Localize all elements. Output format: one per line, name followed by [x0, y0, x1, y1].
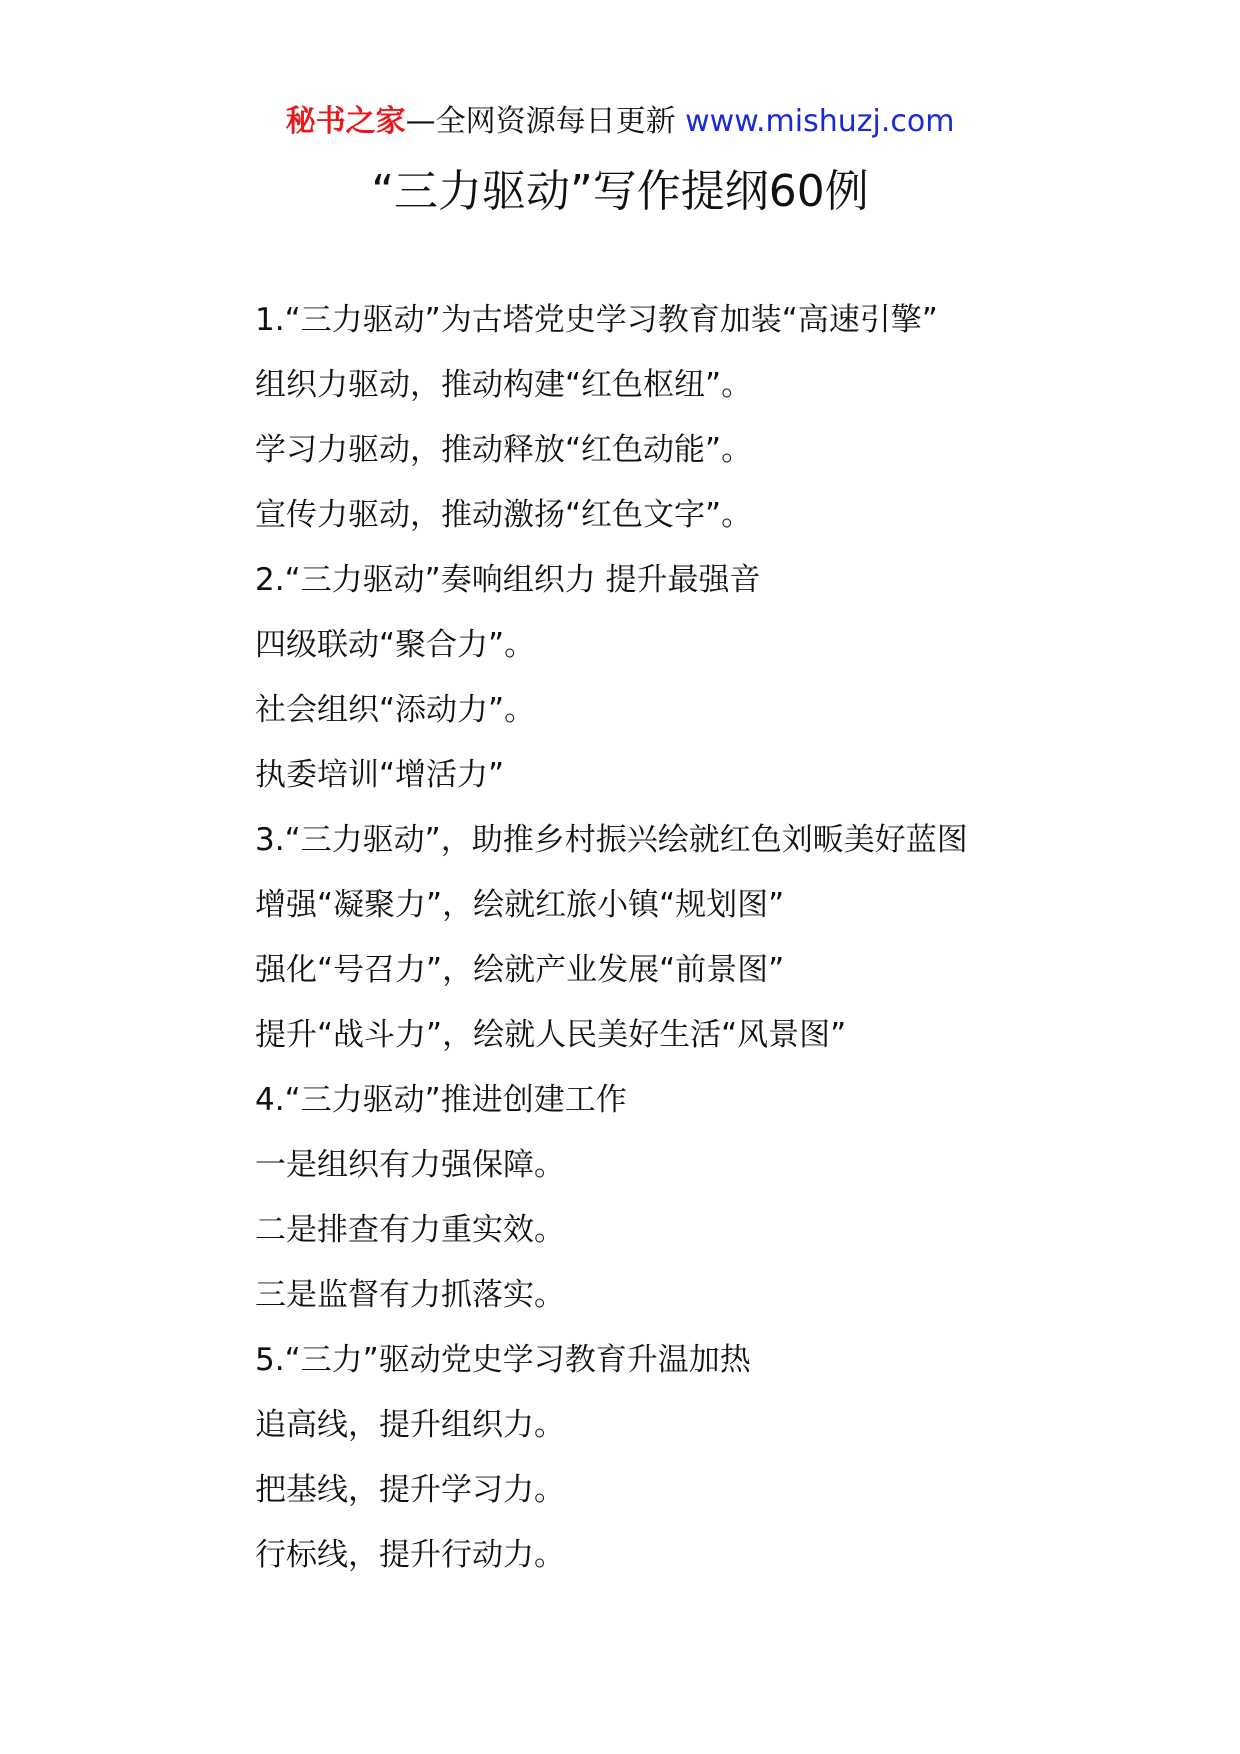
- outline-item: 一是组织有力强保障。: [255, 1147, 565, 1183]
- page-header: [0, 100, 1240, 144]
- header-slogan: —全网资源每日更新: [405, 104, 686, 139]
- outline-item: 三是监督有力抓落实。: [255, 1277, 565, 1313]
- outline-item: 把基线，提升学习力。: [255, 1472, 565, 1508]
- outline-item: 组织力驱动，推动构建“红色枢纽”。: [255, 367, 753, 403]
- outline-item: 执委培训“增活力”: [255, 757, 505, 793]
- outline-item: 宣传力驱动，推动激扬“红色文字”。: [255, 497, 753, 533]
- outline-heading-3: 3.“三力驱动”，助推乡村振兴绘就红色刘畈美好蓝图: [255, 822, 968, 858]
- document-title: “三力驱动”写作提纲60例: [371, 166, 869, 217]
- outline-item: 增强“凝聚力”，绘就红旅小镇“规划图”: [255, 887, 785, 923]
- site-url-link[interactable]: www.mishuzj.com: [685, 104, 955, 139]
- outline-heading-5: 5.“三力”驱动党史学习教育升温加热: [255, 1342, 751, 1378]
- outline-item: 二是排查有力重实效。: [255, 1212, 565, 1248]
- outline-heading-1: 1.“三力驱动”为古塔党史学习教育加装“高速引擎”: [255, 302, 938, 338]
- outline-item: 提升“战斗力”，绘就人民美好生活“风景图”: [255, 1017, 847, 1053]
- outline-item: 学习力驱动，推动释放“红色动能”。: [255, 432, 753, 468]
- document-body: [255, 288, 1185, 1588]
- outline-item: 追高线，提升组织力。: [255, 1407, 565, 1443]
- outline-item: 强化“号召力”，绘就产业发展“前景图”: [255, 952, 785, 988]
- outline-item: 社会组织“添动力”。: [255, 692, 536, 728]
- outline-item: 行标线，提升行动力。: [255, 1537, 565, 1573]
- outline-heading-4: 4.“三力驱动”推进创建工作: [255, 1082, 627, 1118]
- brand-name: 秘书之家: [285, 104, 406, 139]
- outline-item: 四级联动“聚合力”。: [255, 627, 536, 663]
- outline-heading-2: 2.“三力驱动”奏响组织力 提升最强音: [255, 562, 761, 598]
